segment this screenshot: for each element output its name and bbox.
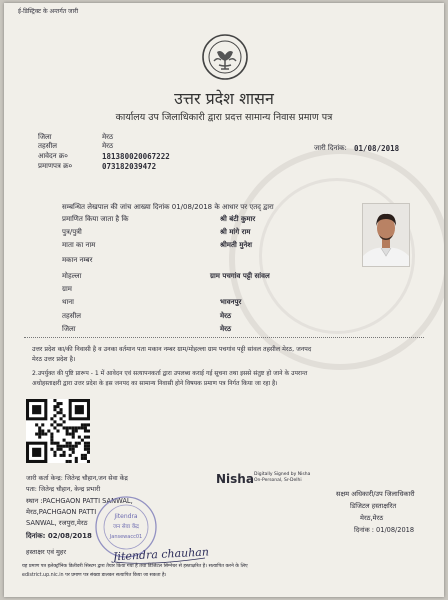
authority-designation: सक्षम अधिकारी/उप जिलाधिकारी (336, 490, 415, 498)
authority-date: दिनांक : 01/08/2018 (354, 526, 415, 534)
meta-value-certificate-no: 073182039472 (102, 162, 157, 171)
digital-sign-line2: On-Personal, Sr-Delhi (254, 478, 302, 483)
field-label-mohalla: मोहल्ला (62, 272, 82, 280)
certificate-sheet (4, 3, 444, 597)
edistrict-note: ई-डिस्ट्रिक्ट के अन्तर्गत जारी (18, 8, 79, 15)
field-value-mohalla: ग्राम पचगांव पट्टी सांवल (210, 272, 270, 280)
field-label-police-station: थाना (62, 298, 74, 306)
issuer-address: पता: जितेन्द्र चौहान, केन्द्र प्रभारी (26, 486, 101, 493)
footer-line-1: यह प्रमाण पत्र इलेक्ट्रॉनिक डिलीवरी सिस्टम द्वारा तैयार किया गया है तथा डिजिटल सिग्नेचर से हस्ताक्षरित है। सत्यापित करने के लिए (22, 564, 248, 569)
issue-date-label: जारी दिनांक: (314, 144, 347, 152)
issuer-date: दिनांक: 02/08/2018 (26, 532, 92, 540)
field-label-parent: पुत्र/पुत्री (62, 228, 82, 236)
field-label-mother: माता का नाम (62, 241, 96, 249)
body-para2-line1: 2.उपर्युक्त की पुष्टि प्रारूप - 1 में आवेदन एवं सत्यापनकर्ता द्वारा उपलब्ध कराई गई सूचना तथा इससे संतुष्ट हो जाने के उपरान्त (32, 370, 308, 377)
body-para1-line2: मेरठ उत्तर प्रदेश है। (32, 356, 76, 363)
issuer-sign-label: हस्ताक्षर एवं मुहर (26, 548, 67, 556)
meta-label-application-no: आवेदन क्र० (38, 152, 68, 160)
field-value-police-station: भावनपुर (220, 298, 242, 306)
field-label-house-no: मकान नम्बर (62, 256, 93, 264)
section-divider (24, 337, 424, 338)
body-para1-line1: उत्तर प्रदेश का/की निवासी है व उनका वर्तमान पता मकान नम्बर ग्राम/मोहल्ला ग्राम पचगांव पट्टी सांवल तहसील मेरठ, जनपद (32, 346, 312, 353)
meta-label-district: जिला (38, 133, 52, 141)
stamp-line-1: Jitendra (114, 513, 138, 520)
digital-sign-line1: Digitally Signed by Nisha (254, 472, 311, 477)
authority-digital-signed: डिजिटल हस्ताक्षरित (350, 502, 397, 510)
footer-line-2: edistrict.up.nic.in पर प्रमाण पत्र संख्या डालकर सत्यापित किया जा सकता है। (22, 573, 167, 578)
svg-text:Jitendra chauhan: Jitendra chauhan (112, 545, 210, 564)
issuer-center: जारी कर्ता केन्द्र: जितेन्द्र चौहान,जन सेवा केंद्र (26, 475, 128, 482)
field-value-name: श्री बंटी कुमार (220, 215, 256, 223)
field-label-district: जिला (62, 325, 76, 333)
field-value-district: मेरठ (220, 325, 232, 333)
issuer-place-line2: मेरठ,PACHGAON PATTI (26, 508, 97, 516)
meta-value-application-no: 181380020067222 (102, 152, 170, 161)
body-para2-line2: अधोहस्ताक्षरी द्वारा उत्तर प्रदेश के इस जनपद का सामान्य निवासी होने विषयक प्रमाण पत्र निर्गत किया जा रहा है। (32, 380, 278, 387)
field-value-tehsil: मेरठ (220, 312, 232, 320)
field-value-parent: श्री मांगे राम (220, 228, 251, 236)
stamp-line-3: Jansewacc01 (109, 534, 143, 540)
issuer-place-line3: SANWAL, रजपुरा,मेरठ (26, 519, 88, 527)
field-label-tehsil: तहसील (62, 312, 81, 320)
field-label-village: ग्राम (62, 285, 72, 293)
issuer-place-line1: स्थान :PACHGAON PATTI SANWAL, (26, 497, 133, 505)
applicant-photo (362, 203, 410, 267)
intro-line-1: सम्बन्धित लेखपाल की जांच आख्या दिनांक 01/08/2018 के आधार पर एतद् द्वारा (62, 203, 274, 211)
authority-location: मेरठ,मेरठ (360, 514, 384, 522)
verification-qr-code (26, 399, 90, 463)
intro-line-2: प्रमाणित किया जाता है कि (62, 215, 129, 223)
stamp-line-2: जन सेवा केंद्र (113, 524, 139, 530)
office-subtitle: कार्यालय उप जिलाधिकारी द्वारा प्रदत्त सामान्य निवास प्रमाण पत्र (115, 112, 333, 123)
digital-sign-name: Nisha (216, 472, 254, 486)
meta-label-certificate-no: प्रमाणपत्र क्र० (38, 162, 73, 170)
state-title: उत्तर प्रदेश शासन (174, 89, 274, 108)
meta-value-district: मेरठ (102, 133, 114, 141)
field-value-mother: श्रीमती मुनेश (220, 241, 253, 249)
meta-label-tehsil: तहसील (38, 142, 57, 150)
up-state-emblem (201, 33, 249, 81)
issue-date-value: 01/08/2018 (354, 144, 400, 153)
meta-value-tehsil: मेरठ (102, 142, 114, 150)
